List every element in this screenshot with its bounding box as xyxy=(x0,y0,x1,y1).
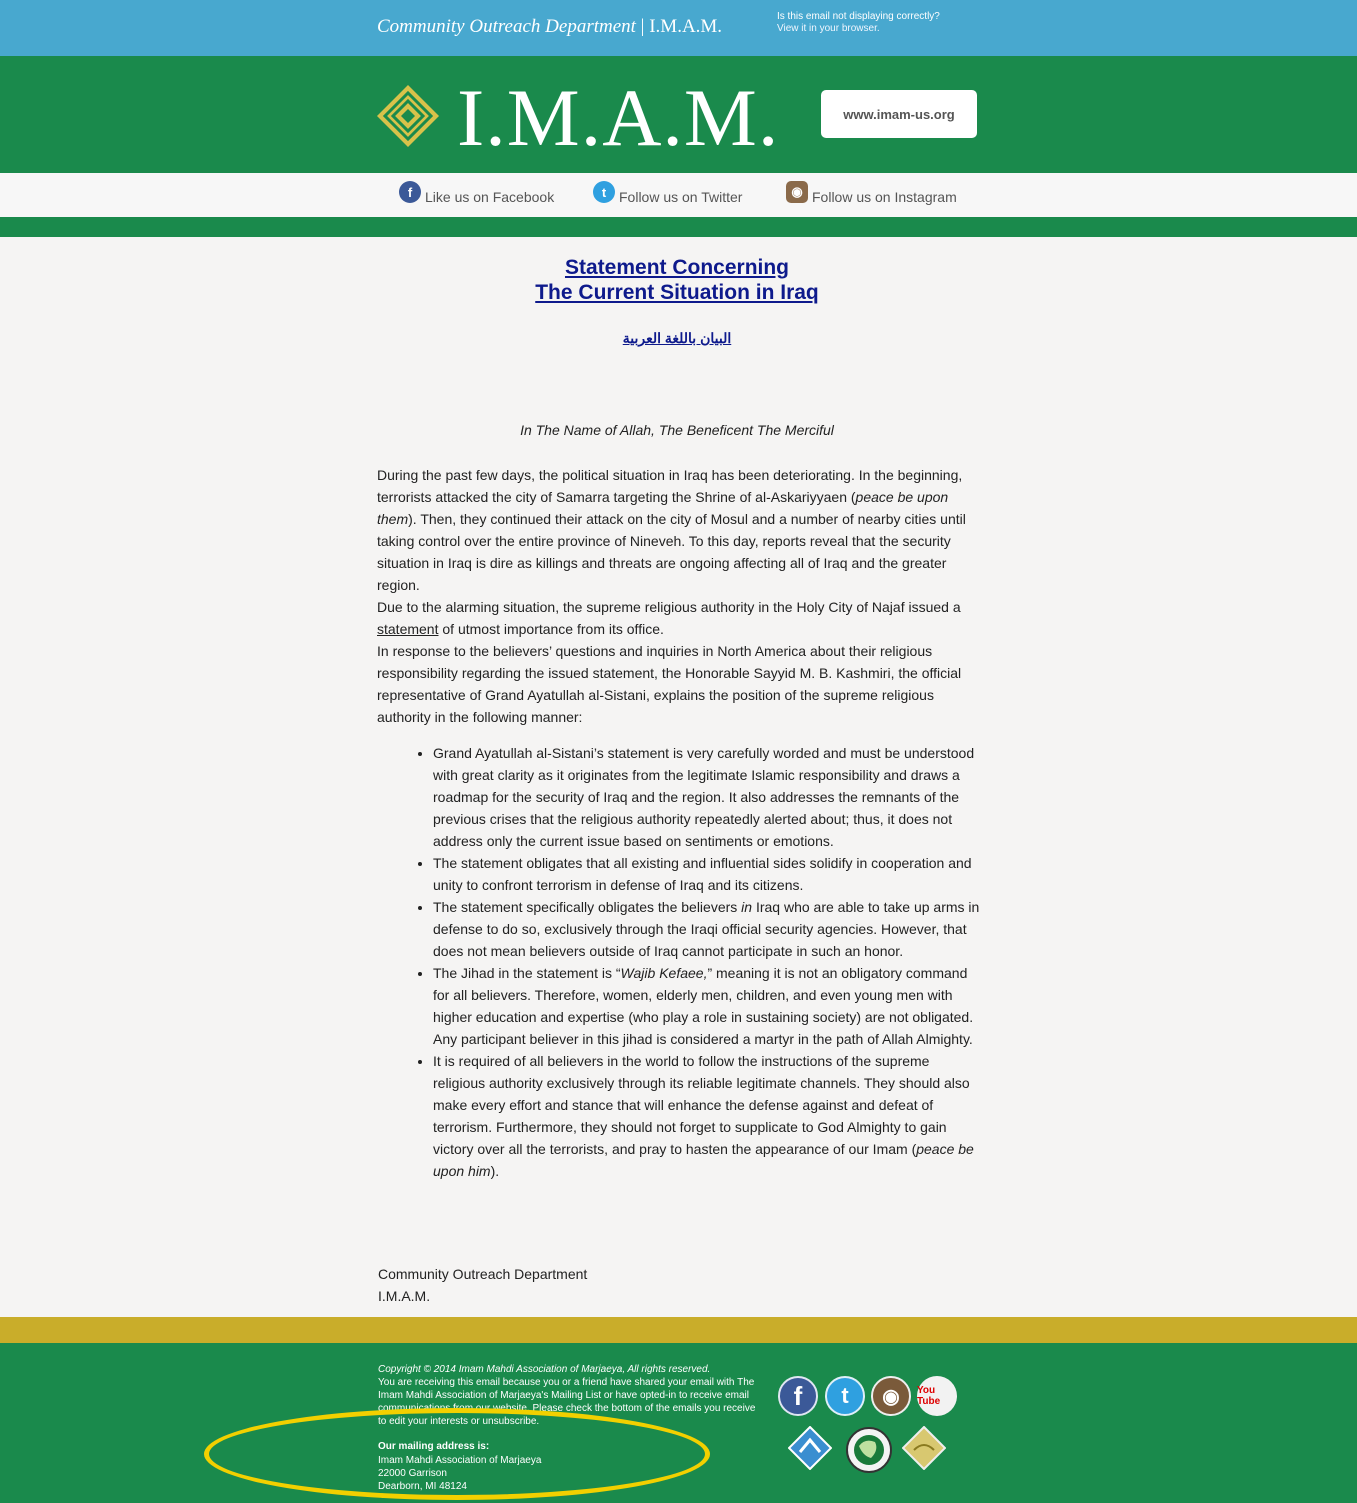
footer-youtube-icon[interactable] xyxy=(917,1376,957,1416)
address-line: 22000 Garrison xyxy=(378,1468,447,1479)
signoff-department: Community Outreach Department xyxy=(378,1266,588,1282)
paragraph-2: Due to the alarming situation, the supreme religious authority in the Holy City of Najaf issued a statement of utmost importance from its office. xyxy=(377,599,961,637)
subscription-reason: You are receiving this email because you or a friend have shared your email with The Imam Mahdi Association of Marjaeya's Mailing List or have opted-in to receive email communications from our website. Please check the bottom of the emails you receive to edit your interests or unsubscribe. xyxy=(378,1377,756,1427)
address-line: Imam Mahdi Association of Marjaeya xyxy=(378,1455,542,1466)
address-line: Dearborn, MI 48124 xyxy=(378,1481,467,1492)
list-item: • The Jihad in the statement is “Wajib Kefaee,” meaning it is not an obligatory command for all believers. Therefore, women, elderly men, children, and even young men with higher education and expertise (who play a role in sustaining society) are not obligated. Any participant believer in this jihad is considered a martyr in the path of Allah Almighty. xyxy=(433,962,980,1050)
list-item: • The statement obligates that all existing and influential sides solidify in cooperation and unity to confront terrorism in defense of Iraq and its citizens. xyxy=(433,852,980,896)
paragraph-3: In response to the believers’ questions and inquiries in North America about their religious responsibility regarding the issued statement, the Honorable Sayyid M. B. Kashmiri, the official representative of Grand Ayatullah al-Sistani, explains the position of the supreme religious authority in the following manner: xyxy=(377,643,962,725)
paragraph-1: During the past few days, the political situation in Iraq has been deteriorating. In the beginning, terrorists attacked the city of Samarra targeting the Shrine of al-Askariyyaen (peace be upon them). Then, they continued their attack on the city of Mosul and a number of nearby cities until taking control over the entire province of Nineveh. To this day, reports reveal that the security situation in Iraq is dire as killings and threats are ongoing affecting all of Iraq and the greater region. xyxy=(377,467,966,593)
basmala: In The Name of Allah, The Beneficent The Merciful xyxy=(520,422,834,438)
article-body xyxy=(377,464,980,728)
footer-twitter-icon[interactable]: t xyxy=(825,1376,865,1416)
footer-badge-2-icon[interactable] xyxy=(845,1426,893,1474)
article-title[interactable] xyxy=(377,255,977,305)
imam-logo-icon xyxy=(376,84,440,148)
copyright-text: Copyright © 2014 Imam Mahdi Association of Marjaeya, All rights reserved. xyxy=(378,1364,711,1375)
footer-facebook-icon[interactable]: f xyxy=(778,1376,818,1416)
twitter-icon: t xyxy=(593,181,615,203)
logo-wordmark: I.M.A.M. xyxy=(457,72,780,163)
instagram-icon: ◉ xyxy=(786,181,808,203)
facebook-link-label: Like us on Facebook xyxy=(425,189,555,205)
website-button[interactable]: www.imam-us.org xyxy=(821,90,977,138)
twitter-link-label: Follow us on Twitter xyxy=(619,189,743,205)
list-item: • The statement specifically obligates the believers in Iraq who are able to take up arms in defense to do so, exclusively through the Iraqi official security agencies. However, that does not mean believers outside of Iraq cannot participate in such an honor. xyxy=(433,896,980,962)
social-links-bar xyxy=(0,173,1357,217)
browser-view-notice[interactable] xyxy=(777,11,940,35)
highlight-ellipse xyxy=(204,1408,710,1500)
list-item: • Grand Ayatullah al-Sistani’s statement is very carefully worded and must be understood with great clarity as it originates from the legitimate Islamic responsibility and draws a roadmap for the security of Iraq and the region. It also addresses the remnants of the previous crises that the religious authority repeatedly alerted about; thus, it does not address only the current issue based on sentiments or emotions. xyxy=(433,742,980,852)
arabic-statement-link[interactable]: البيان باللغة العربية xyxy=(622,330,732,346)
footer-badge-1-icon[interactable] xyxy=(788,1426,832,1470)
title-line-1[interactable]: Statement Concerning xyxy=(564,256,790,279)
twitter-link[interactable] xyxy=(593,184,743,205)
list-item: • It is required of all believers in the world to follow the instructions of the supreme religious authority exclusively through its reliable legitimate channels. They should also make every effort and stance that will enhance the defense against and defeat of terrorism. Furthermore, they should not forget to supplicate to God Almighty to gain victory over all the terrorists, and pray to hasten the appearance of our Imam (peace be upon him). xyxy=(433,1050,980,1182)
mailing-address-heading: Our mailing address is: xyxy=(378,1441,490,1452)
facebook-icon: f xyxy=(399,181,421,203)
green-divider xyxy=(0,217,1357,237)
gold-divider xyxy=(0,1317,1357,1343)
statement-link[interactable]: statement xyxy=(377,621,439,637)
signoff-org: I.M.A.M. xyxy=(378,1288,431,1304)
position-list xyxy=(377,742,980,1182)
view-in-browser-link[interactable]: View it in your browser. xyxy=(777,23,880,34)
footer-badge-3-icon[interactable] xyxy=(902,1426,946,1470)
signoff xyxy=(378,1263,587,1307)
title-line-2[interactable]: The Current Situation in Iraq xyxy=(535,281,819,304)
department-title: Community Outreach Department | I.M.A.M. xyxy=(377,16,723,37)
instagram-link[interactable] xyxy=(786,184,957,205)
notice-text: Is this email not displaying correctly? xyxy=(777,11,940,22)
instagram-link-label: Follow us on Instagram xyxy=(812,189,957,205)
facebook-link[interactable] xyxy=(399,184,555,205)
footer-instagram-icon[interactable]: ◉ xyxy=(871,1376,911,1416)
top-bar xyxy=(0,0,1357,56)
youtube-label: You Tube xyxy=(917,1385,941,1407)
